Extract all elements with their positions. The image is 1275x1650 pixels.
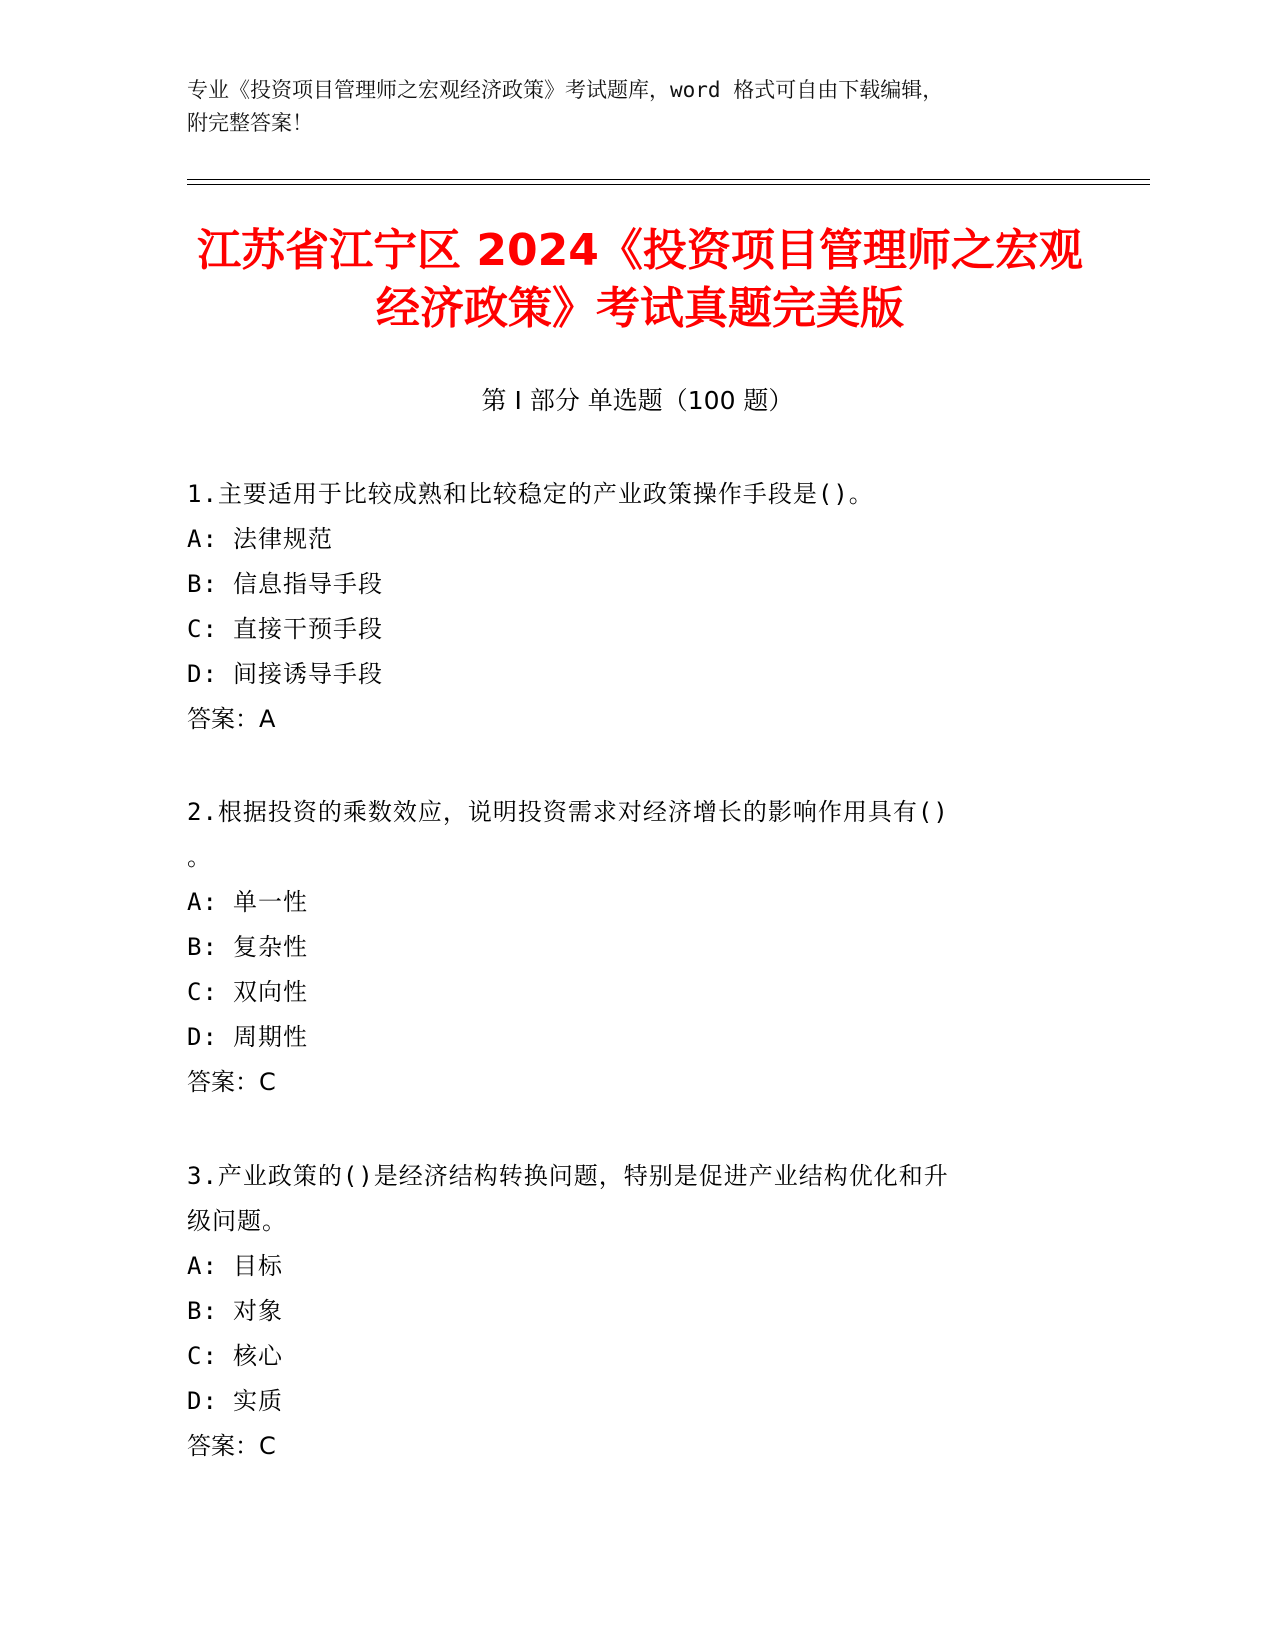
option-text: 对象 (233, 1297, 283, 1325)
answer-option (187, 1379, 1067, 1424)
answer-option (187, 562, 1067, 607)
option-text: 复杂性 (233, 933, 308, 961)
question-block (187, 472, 1067, 742)
section-heading: 第 I 部分 单选题（100 题） (481, 386, 794, 415)
question-answer: 答案：C (187, 1432, 276, 1460)
header-note-line: 附完整答案！ (187, 111, 313, 135)
answer-option (187, 1334, 1067, 1379)
document-title (140, 222, 1140, 338)
question-answer: 答案：A (187, 705, 276, 733)
option-text: 单一性 (233, 888, 308, 916)
option-key: A: (187, 525, 218, 553)
question-block (187, 790, 1067, 1105)
answer-option (187, 607, 1067, 652)
question-block (187, 1154, 1067, 1469)
header-note-line: 专业《投资项目管理师之宏观经济政策》考试题库，word 格式可自由下载编辑， (187, 78, 944, 102)
option-text: 核心 (233, 1342, 283, 1370)
option-key: C: (187, 615, 218, 643)
option-text: 直接干预手段 (233, 615, 383, 643)
answer-option (187, 1015, 1067, 1060)
question-stem: 3.产业政策的()是经济结构转换问题，特别是促进产业结构优化和升 (187, 1162, 949, 1190)
option-text: 双向性 (233, 978, 308, 1006)
answer-option (187, 517, 1067, 562)
document-title-line: 经济政策》考试真题完美版 (376, 283, 904, 334)
question-stem: 1.主要适用于比较成熟和比较稳定的产业政策操作手段是()。 (187, 480, 874, 508)
answer-option (187, 652, 1067, 697)
answer-option (187, 925, 1067, 970)
option-text: 周期性 (233, 1023, 308, 1051)
option-key: D: (187, 1387, 218, 1415)
question-stem: 级问题。 (187, 1207, 287, 1235)
option-key: D: (187, 1023, 218, 1051)
option-text: 目标 (233, 1252, 283, 1280)
option-text: 实质 (233, 1387, 283, 1415)
answer-option (187, 970, 1067, 1015)
option-key: B: (187, 933, 218, 961)
option-key: A: (187, 1252, 218, 1280)
header-note (187, 74, 1087, 140)
header-divider (187, 179, 1150, 180)
question-stem: 。 (187, 843, 212, 871)
option-text: 间接诱导手段 (233, 660, 383, 688)
header-divider (187, 184, 1150, 185)
option-key: D: (187, 660, 218, 688)
document-title-line: 江苏省江宁区 2024《投资项目管理师之宏观 (197, 225, 1083, 276)
option-text: 信息指导手段 (233, 570, 383, 598)
answer-option (187, 880, 1067, 925)
answer-option (187, 1244, 1067, 1289)
option-key: A: (187, 888, 218, 916)
option-key: B: (187, 570, 218, 598)
question-answer: 答案：C (187, 1068, 276, 1096)
question-stem: 2.根据投资的乘数效应，说明投资需求对经济增长的影响作用具有() (187, 798, 949, 826)
option-key: C: (187, 978, 218, 1006)
option-key: C: (187, 1342, 218, 1370)
answer-option (187, 1289, 1067, 1334)
option-text: 法律规范 (233, 525, 333, 553)
option-key: B: (187, 1297, 218, 1325)
